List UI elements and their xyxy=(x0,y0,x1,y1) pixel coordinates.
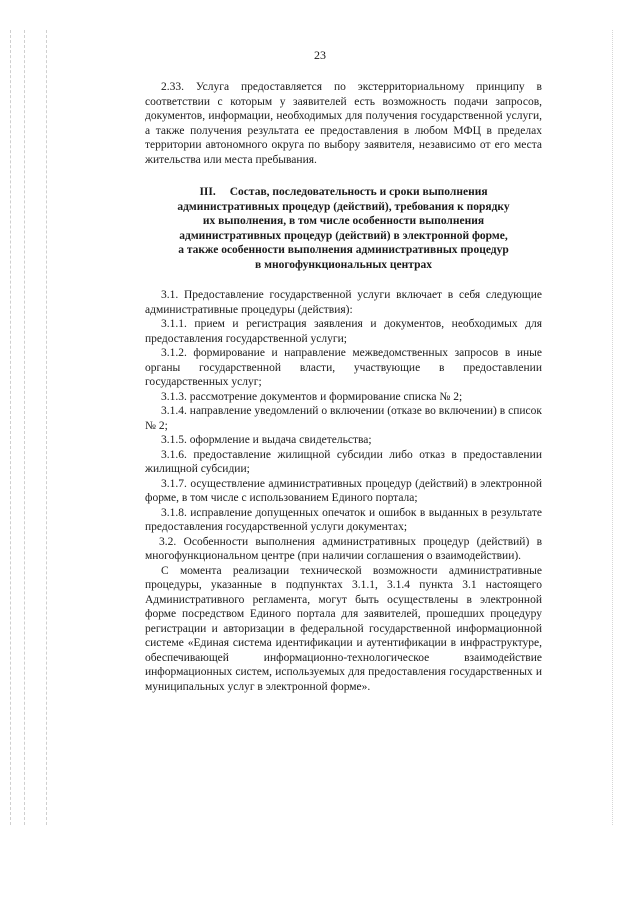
section-heading-line-5: а также особенности выполнения административных процедур xyxy=(178,244,509,256)
paragraph-3-1: 3.1. Предоставление государственной услуги включает в себя следующие административные процедуры (действия): xyxy=(145,289,542,316)
scan-edge-right xyxy=(612,30,613,825)
paragraph-3-1-6: 3.1.6. предоставление жилищной субсидии либо отказ в предоставлении жилищной субсидии; xyxy=(145,448,542,475)
section-heading-line-4: административных процедур (действий) в электронной форме, xyxy=(179,229,508,242)
paragraph-3-2: 3.2. Особенности выполнения административных процедур (действий) в многофункциональном центре (при наличии соглашения о взаимодействии). xyxy=(145,535,542,562)
section-heading-line-1: III. Состав, последовательность и сроки выполнения xyxy=(199,186,488,198)
scan-edge-left xyxy=(10,30,11,825)
scan-edge-left xyxy=(24,30,25,825)
paragraph-final: С момента реализации технической возможности административные процедуры, указанные в подпунктах 3.1.1, 3.1.4 пункта 3.1 настоящего Административного регламента, могут быть осуществлены в электронной форме посредством Единого портала для заявителей, прошедших процедуру регистрации и авторизации в федеральной государственной информационной системе «Единая система идентификации и аутентификации в инфраструктуре, обеспечивающей информационно-технологическое взаимодействие информационных систем, используемых для предоставления государственных и муниципальных услуг в электронной форме». xyxy=(145,564,542,693)
paragraph-3-1-4: 3.1.4. направление уведомлений о включении (отказе во включении) в список № 2; xyxy=(145,405,542,432)
paragraph-3-1-8: 3.1.8. исправление допущенных опечаток и ошибок в выданных в результате предоставления государственной услуги документах; xyxy=(145,506,542,533)
section-heading-line-3: их выполнения, в том числе особенности выполнения xyxy=(202,215,485,227)
scan-edge-left xyxy=(46,30,47,825)
section-heading xyxy=(145,185,542,272)
paragraph-3-1-1: 3.1.1. прием и регистрация заявления и документов, необходимых для предоставления государственной услуги; xyxy=(145,318,542,345)
section-number: III. xyxy=(199,186,216,198)
section-heading-line-6: в многофункциональных центрах xyxy=(255,258,432,271)
paragraph-3-1-7: 3.1.7. осуществление административных процедур (действий) в электронной форме, в том числе с использованием Единого портала; xyxy=(145,477,542,504)
paragraph-3-1-3: 3.1.3. рассмотрение документов и формирование списка № 2; xyxy=(161,390,463,403)
paragraph-3-1-2: 3.1.2. формирование и направление межведомственных запросов в иные органы государственной власти, участвующие в предоставлении государственных услуг; xyxy=(145,347,542,388)
paragraph-3-1-5: 3.1.5. оформление и выдача свидетельства; xyxy=(161,434,372,446)
paragraph-2-33: 2.33. Услуга предоставляется по экстерриториальному принципу в соответствии с которым у заявителей есть возможность подачи запросов, документов, информации, необходимых для получения государственной услуги, а также получения результата ее предоставления в любом МФЦ в пределах территории автономного округа по выбору заявителя, независимо от его места жительства или места пребывания. xyxy=(145,81,542,166)
page-number: 23 xyxy=(314,48,326,62)
section-heading-line-2: административных процедур (действий), требования к порядку xyxy=(177,200,510,213)
document-body xyxy=(145,80,542,694)
